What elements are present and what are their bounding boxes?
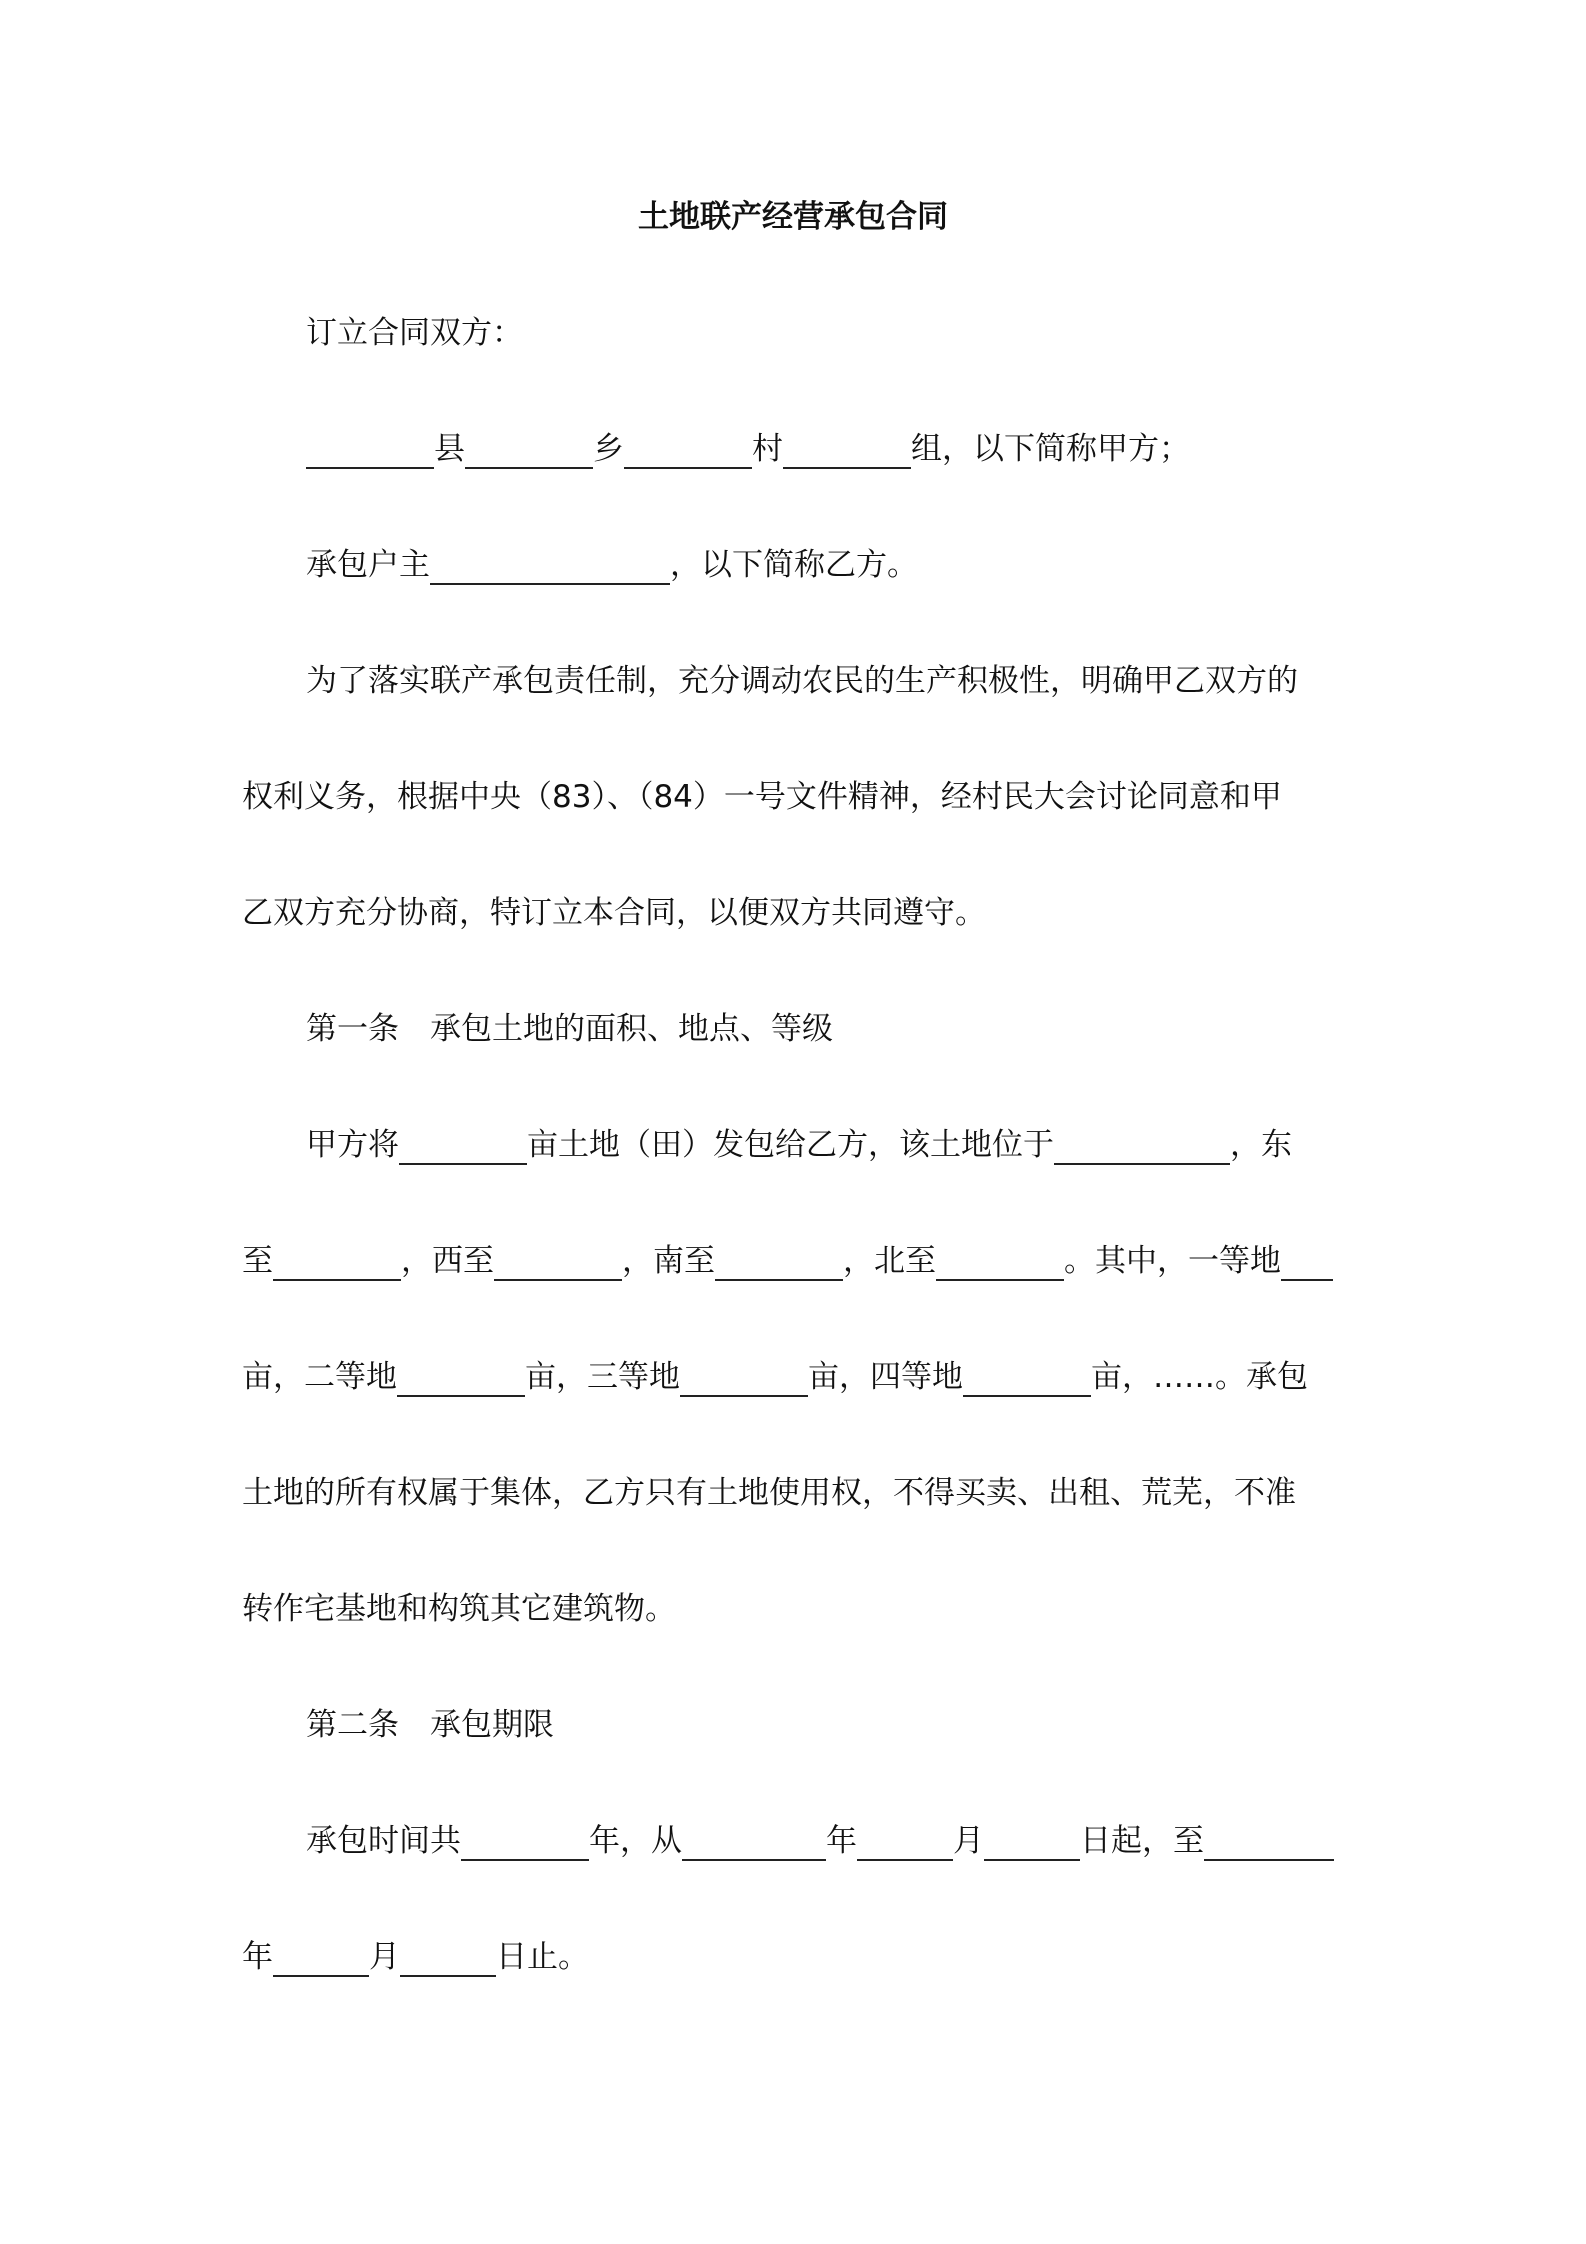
text-segment: 年 [242, 1939, 273, 1975]
text-segment: 月 [369, 1939, 400, 1975]
party-b-line [306, 544, 918, 586]
south-blank[interactable] [715, 1245, 843, 1281]
term-years-blank[interactable] [461, 1825, 589, 1861]
preamble-line-2: 权利义务，根据中央（83）、（84）一号文件精神，经村民大会讨论同意和甲 [242, 779, 1282, 815]
text-segment: 日止。 [496, 1939, 589, 1975]
article-1-line-5: 转作宅基地和构筑其它建筑物。 [242, 1591, 676, 1627]
article-1-line-2 [242, 1240, 1333, 1282]
text-segment: ，北至 [843, 1243, 936, 1279]
group-blank[interactable] [783, 433, 911, 469]
text-segment: 亩，三等地 [525, 1359, 680, 1395]
text-segment: 月 [953, 1823, 984, 1859]
article-1-heading: 第一条 承包土地的面积、地点、等级 [306, 1011, 833, 1047]
text-segment: 日起，至 [1080, 1823, 1204, 1859]
area-blank[interactable] [399, 1129, 527, 1165]
start-month-blank[interactable] [857, 1825, 953, 1861]
village-blank[interactable] [624, 433, 752, 469]
party-a-suffix: 组，以下简称甲方； [911, 431, 1190, 467]
west-blank[interactable] [494, 1245, 622, 1281]
grade-2-blank[interactable] [397, 1361, 525, 1397]
text-segment: ，南至 [622, 1243, 715, 1279]
end-day-blank[interactable] [400, 1941, 496, 1977]
start-day-blank[interactable] [984, 1825, 1080, 1861]
text-segment: 至 [242, 1243, 273, 1279]
preamble-line-1: 为了落实联产承包责任制，充分调动农民的生产积极性，明确甲乙双方的 [306, 663, 1298, 699]
village-label: 村 [752, 431, 783, 467]
location-blank[interactable] [1054, 1129, 1230, 1165]
article-2-line-2 [242, 1936, 589, 1978]
text-segment: 亩，四等地 [808, 1359, 963, 1395]
text-segment: ，西至 [401, 1243, 494, 1279]
grade-4-blank[interactable] [963, 1361, 1091, 1397]
party-b-suffix: ，以下简称乙方。 [670, 547, 918, 583]
text-segment: ，东 [1230, 1127, 1292, 1163]
document-title: 土地联产经营承包合同 [638, 199, 948, 235]
east-blank[interactable] [273, 1245, 401, 1281]
text-segment: 。其中，一等地 [1064, 1243, 1281, 1279]
contractor-label: 承包户主 [306, 547, 430, 583]
text-segment: 亩，……。承包 [1091, 1359, 1308, 1395]
text-segment: 年，从 [589, 1823, 682, 1859]
north-blank[interactable] [936, 1245, 1064, 1281]
contractor-blank[interactable] [430, 549, 670, 585]
end-month-blank[interactable] [273, 1941, 369, 1977]
article-1-line-1 [306, 1124, 1292, 1166]
grade-3-blank[interactable] [680, 1361, 808, 1397]
township-label: 乡 [593, 431, 624, 467]
preamble-line-3: 乙双方充分协商，特订立本合同，以便双方共同遵守。 [242, 895, 986, 931]
article-1-line-4: 土地的所有权属于集体，乙方只有土地使用权，不得买卖、出租、荒芜，不准 [242, 1475, 1296, 1511]
text-segment: 年 [826, 1823, 857, 1859]
township-blank[interactable] [465, 433, 593, 469]
grade-1-blank[interactable] [1281, 1245, 1333, 1281]
county-blank[interactable] [306, 433, 434, 469]
county-label: 县 [434, 431, 465, 467]
text-segment: 亩，二等地 [242, 1359, 397, 1395]
parties-heading: 订立合同双方： [306, 315, 523, 351]
article-2-heading: 第二条 承包期限 [306, 1707, 554, 1743]
article-2-line-1 [306, 1820, 1334, 1862]
end-year-blank[interactable] [1204, 1825, 1334, 1861]
text-segment: 甲方将 [306, 1127, 399, 1163]
article-1-line-3 [242, 1356, 1308, 1398]
start-year-blank[interactable] [682, 1825, 826, 1861]
party-a-line [306, 428, 1190, 470]
text-segment: 承包时间共 [306, 1823, 461, 1859]
text-segment: 亩土地（田）发包给乙方，该土地位于 [527, 1127, 1054, 1163]
